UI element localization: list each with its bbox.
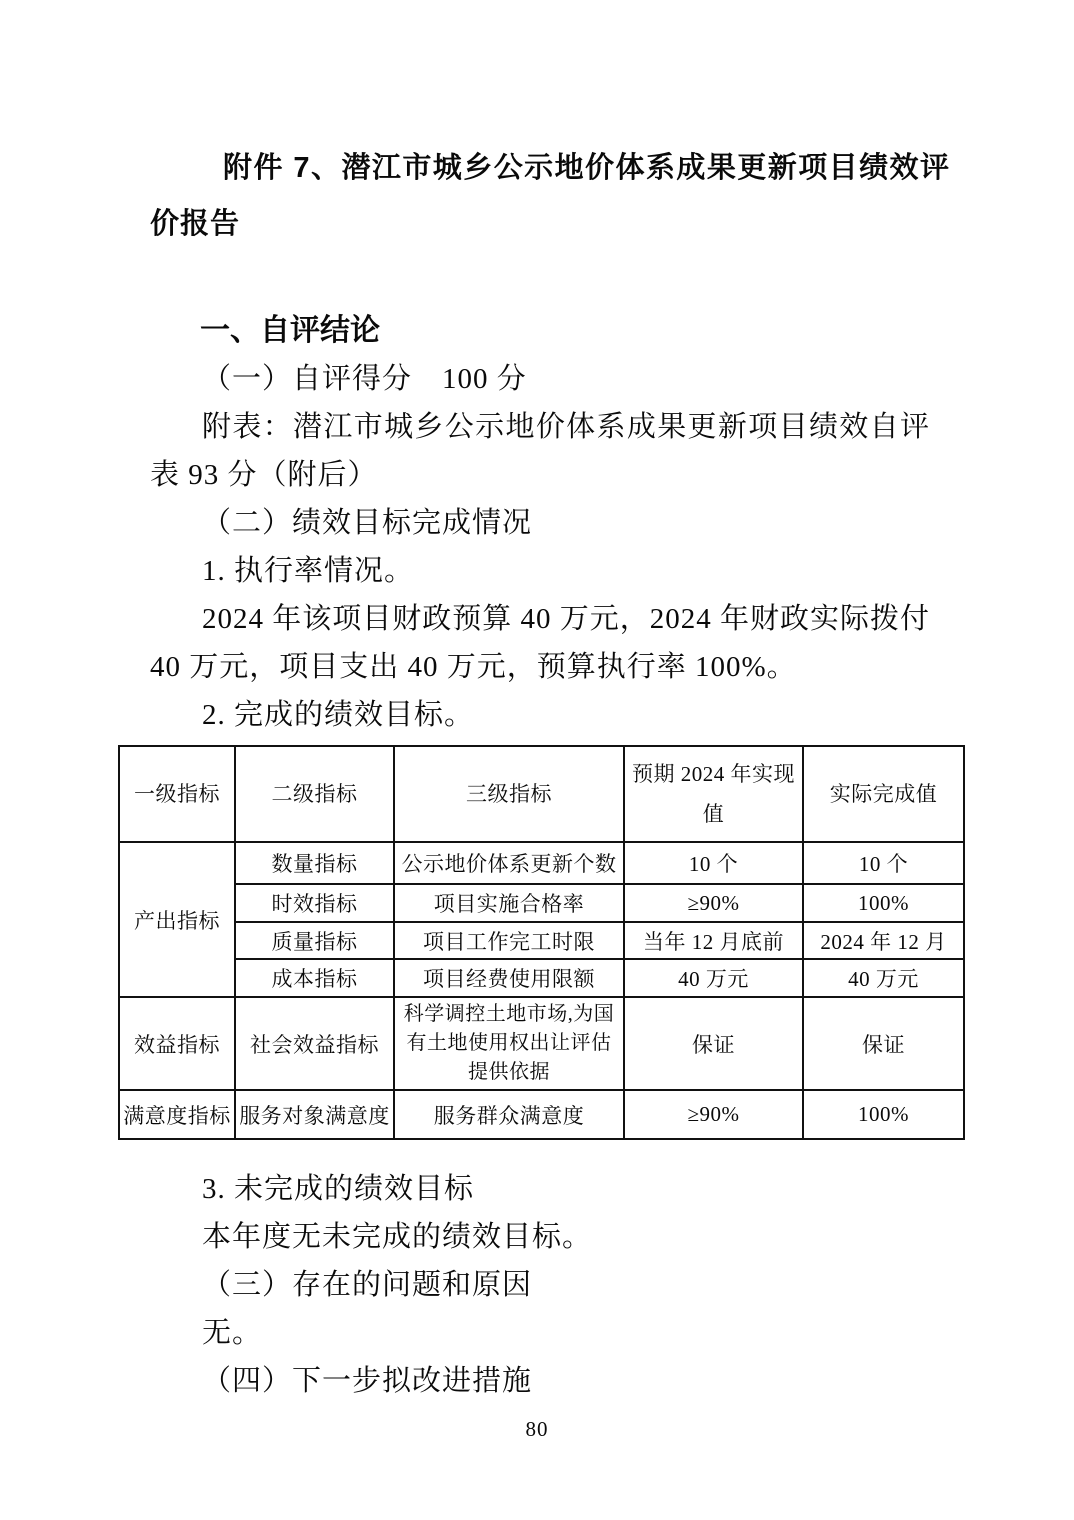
cell-level2: 数量指标	[235, 842, 394, 884]
cell-level2: 服务对象满意度	[235, 1090, 394, 1139]
cell-expected: ≥90%	[624, 1090, 803, 1139]
cell-level3: 科学调控土地市场,为国有土地使用权出让评估提供依据	[394, 997, 624, 1090]
cell-level1: 满意度指标	[119, 1090, 235, 1139]
cell-level3: 公示地价体系更新个数	[394, 842, 624, 884]
header-cell-level1: 一级指标	[119, 746, 235, 842]
cell-actual: 40 万元	[803, 959, 964, 997]
table-header-row	[119, 746, 964, 842]
para-uncompleted-goals-body: 本年度无未完成的绩效目标。	[202, 1221, 593, 1253]
header-cell-level2: 二级指标	[235, 746, 394, 842]
table-row	[119, 884, 964, 922]
para-execution-rate-title: 1. 执行率情况。	[202, 555, 415, 587]
cell-level3: 服务群众满意度	[394, 1090, 624, 1139]
page-number: 80	[525, 1417, 549, 1441]
para-uncompleted-goals-title: 3. 未完成的绩效目标	[202, 1173, 475, 1205]
cell-actual: 100%	[803, 884, 964, 922]
header-cell-level3: 三级指标	[394, 746, 624, 842]
para-self-eval-score: （一）自评得分 100 分	[202, 363, 527, 395]
cell-expected: 当年 12 月底前	[624, 922, 803, 959]
table-row	[119, 1090, 964, 1139]
cell-level1: 效益指标	[119, 997, 235, 1090]
cell-level2: 成本指标	[235, 959, 394, 997]
para-attached-table: 附表：潜江市城乡公示地价体系成果更新项目绩效自评表 93 分（附后）	[150, 411, 930, 491]
cell-level2: 社会效益指标	[235, 997, 394, 1090]
cell-expected: 保证	[624, 997, 803, 1090]
cell-level1: 产出指标	[119, 842, 235, 997]
heading-next-steps: （四）下一步拟改进措施	[202, 1365, 533, 1397]
cell-actual: 2024 年 12 月	[803, 922, 964, 959]
cell-expected: 40 万元	[624, 959, 803, 997]
table-row	[119, 997, 964, 1090]
header-cell-expected: 预期 2024 年实现值	[624, 746, 803, 842]
para-completed-goals-title: 2. 完成的绩效目标。	[202, 699, 475, 731]
cell-level3: 项目实施合格率	[394, 884, 624, 922]
cell-expected: ≥90%	[624, 884, 803, 922]
cell-expected: 10 个	[624, 842, 803, 884]
cell-actual: 10 个	[803, 842, 964, 884]
para-execution-rate-detail: 2024 年该项目财政预算 40 万元，2024 年财政实际拨付 40 万元，项目支出 40 万元，预算执行率 100%。	[150, 603, 931, 683]
heading-self-eval-conclusion: 一、自评结论	[200, 314, 380, 347]
header-cell-actual: 实际完成值	[803, 746, 964, 842]
cell-level3: 项目工作完工时限	[394, 922, 624, 959]
performance-indicator-table	[118, 745, 965, 1140]
heading-goal-completion: （二）绩效目标完成情况	[202, 507, 533, 539]
report-title: 附件 7、潜江市城乡公示地价体系成果更新项目绩效评价报告	[150, 152, 950, 240]
cell-level2: 时效指标	[235, 884, 394, 922]
table-row	[119, 842, 964, 884]
cell-level2: 质量指标	[235, 922, 394, 959]
cell-actual: 保证	[803, 997, 964, 1090]
cell-actual: 100%	[803, 1090, 964, 1139]
cell-level3: 项目经费使用限额	[394, 959, 624, 997]
table-row	[119, 922, 964, 959]
para-problems-none: 无。	[202, 1317, 263, 1349]
heading-problems: （三）存在的问题和原因	[202, 1269, 533, 1301]
table-row	[119, 959, 964, 997]
